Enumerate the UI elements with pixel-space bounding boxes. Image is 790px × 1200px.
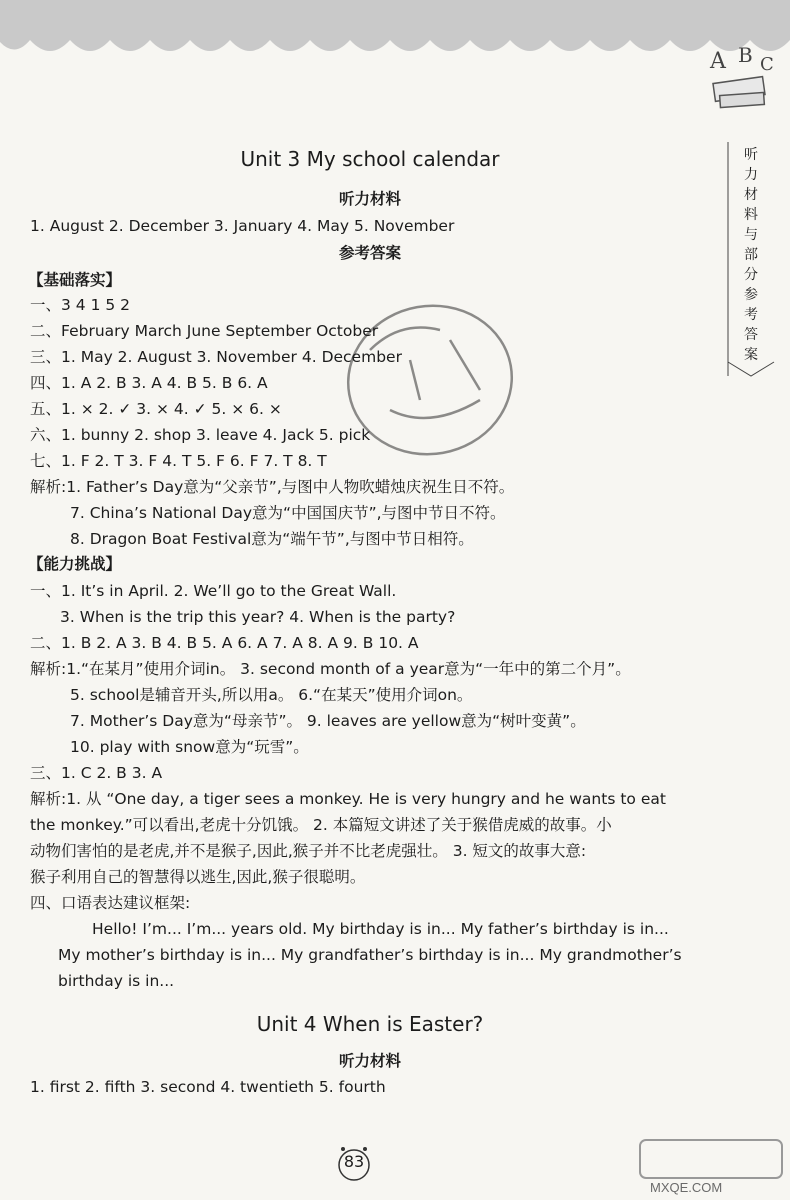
corner-stamp-text: MXQE.COM (650, 1180, 723, 1195)
scalloped-border (0, 22, 790, 62)
unit3-answers-title: 参考答案 (338, 244, 401, 262)
explanation-line: 8. Dragon Boat Festival意为“端午节”,与图中节日相符。 (70, 530, 474, 548)
explanation-line: 猴子利用自己的智慧得以逃生,因此,猴子很聪明。 (30, 868, 366, 886)
speaking-line: My mother’s birthday is in... My grandfather’s birthday is in... My grandmother’s (58, 946, 682, 964)
page-number: 83 (343, 1152, 365, 1171)
side-tab-label (724, 140, 778, 378)
side-tab-char: 材 (744, 187, 758, 203)
explanation-line: 动物们害怕的是老虎,并不是猴子,因此,猴子并不比老虎强壮。 3. 短文的故事大意: (30, 842, 587, 860)
watermark-stamp (330, 280, 530, 480)
abc-books-icon (702, 40, 782, 120)
side-tab-char: 参 (744, 287, 758, 303)
challenge-section-head: 【能力挑战】 (28, 555, 122, 573)
answer-line: 一、1. It’s in April. 2. We’ll go to the Great Wall. (30, 582, 397, 600)
answer-line: 五、1. × 2. ✓ 3. × 4. ✓ 5. × 6. × (30, 400, 282, 418)
side-tab-char: 力 (744, 167, 758, 183)
side-tab-char: 部 (744, 247, 758, 263)
basic-section-head: 【基础落实】 (28, 271, 122, 289)
svg-text:A: A (710, 49, 726, 74)
speaking-line: birthday is in... (58, 972, 175, 990)
answer-line: 六、1. bunny 2. shop 3. leave 4. Jack 5. pick (30, 426, 371, 444)
answer-line: 3. When is the trip this year? 4. When is the party? (60, 608, 456, 626)
answer-line: 四、1. A 2. B 3. A 4. B 5. B 6. A (30, 374, 268, 392)
unit3-title: Unit 3 My school calendar (240, 147, 500, 171)
speaking-line: Hello! I’m... I’m... years old. My birthday is in... My father’s birthday is in... (92, 920, 669, 938)
explanation-line: 10. play with snow意为“玩雪”。 (70, 738, 309, 756)
unit4-title: Unit 4 When is Easter? (256, 1012, 484, 1036)
side-tab-char: 答 (744, 327, 758, 343)
side-tab-char: 听 (744, 147, 758, 163)
side-tab-char: 案 (744, 347, 758, 363)
answer-line: 七、1. F 2. T 3. F 4. T 5. F 6. F 7. T 8. T (30, 452, 327, 470)
explanation-line: 7. Mother’s Day意为“母亲节”。 9. leaves are yellow意为“树叶变黄”。 (70, 712, 586, 730)
side-tab-char: 料 (744, 207, 758, 223)
unit3-listening-line: 1. August 2. December 3. January 4. May 5. November (30, 217, 455, 235)
answer-line: 三、1. C 2. B 3. A (30, 764, 163, 782)
side-tab-char: 考 (744, 307, 758, 323)
side-tab-char: 与 (744, 227, 758, 243)
svg-text:B: B (738, 43, 753, 67)
explanation-line: 5. school是辅音开头,所以用a。 6.“在某天”使用介词on。 (70, 686, 473, 704)
side-tab-char: 分 (744, 267, 758, 283)
unit3-listening-title: 听力材料 (338, 190, 401, 208)
answer-line: 三、1. May 2. August 3. November 4. December (30, 348, 402, 366)
answer-line: 二、February March June September October (30, 322, 379, 340)
unit4-listening-line: 1. first 2. fifth 3. second 4. twentieth 5. fourth (30, 1078, 386, 1096)
answer-line: 四、口语表达建议框架: (30, 894, 191, 912)
svg-text:C: C (760, 54, 774, 75)
answer-line: 二、1. B 2. A 3. B 4. B 5. A 6. A 7. A 8. A 9. B 10. A (30, 634, 419, 652)
explanation-line: the monkey.”可以看出,老虎十分饥饿。 2. 本篇短文讲述了关于猴借虎威的故事。小 (30, 816, 612, 834)
explanation-line: 解析:1. Father’s Day意为“父亲节”,与图中人物吹蜡烛庆祝生日不符。 (30, 478, 515, 496)
explanation-line: 解析:1.“在某月”使用介词in。 3. second month of a year意为“一年中的第二个月”。 (30, 660, 631, 678)
explanation-line: 解析:1. 从 “One day, a tiger sees a monkey. He is very hungry and he wants to eat (30, 790, 666, 808)
answer-line: 一、3 4 1 5 2 (30, 296, 131, 314)
explanation-line: 7. China’s National Day意为“中国国庆节”,与图中节日不符。 (70, 504, 506, 522)
unit4-listening-title: 听力材料 (338, 1052, 401, 1070)
